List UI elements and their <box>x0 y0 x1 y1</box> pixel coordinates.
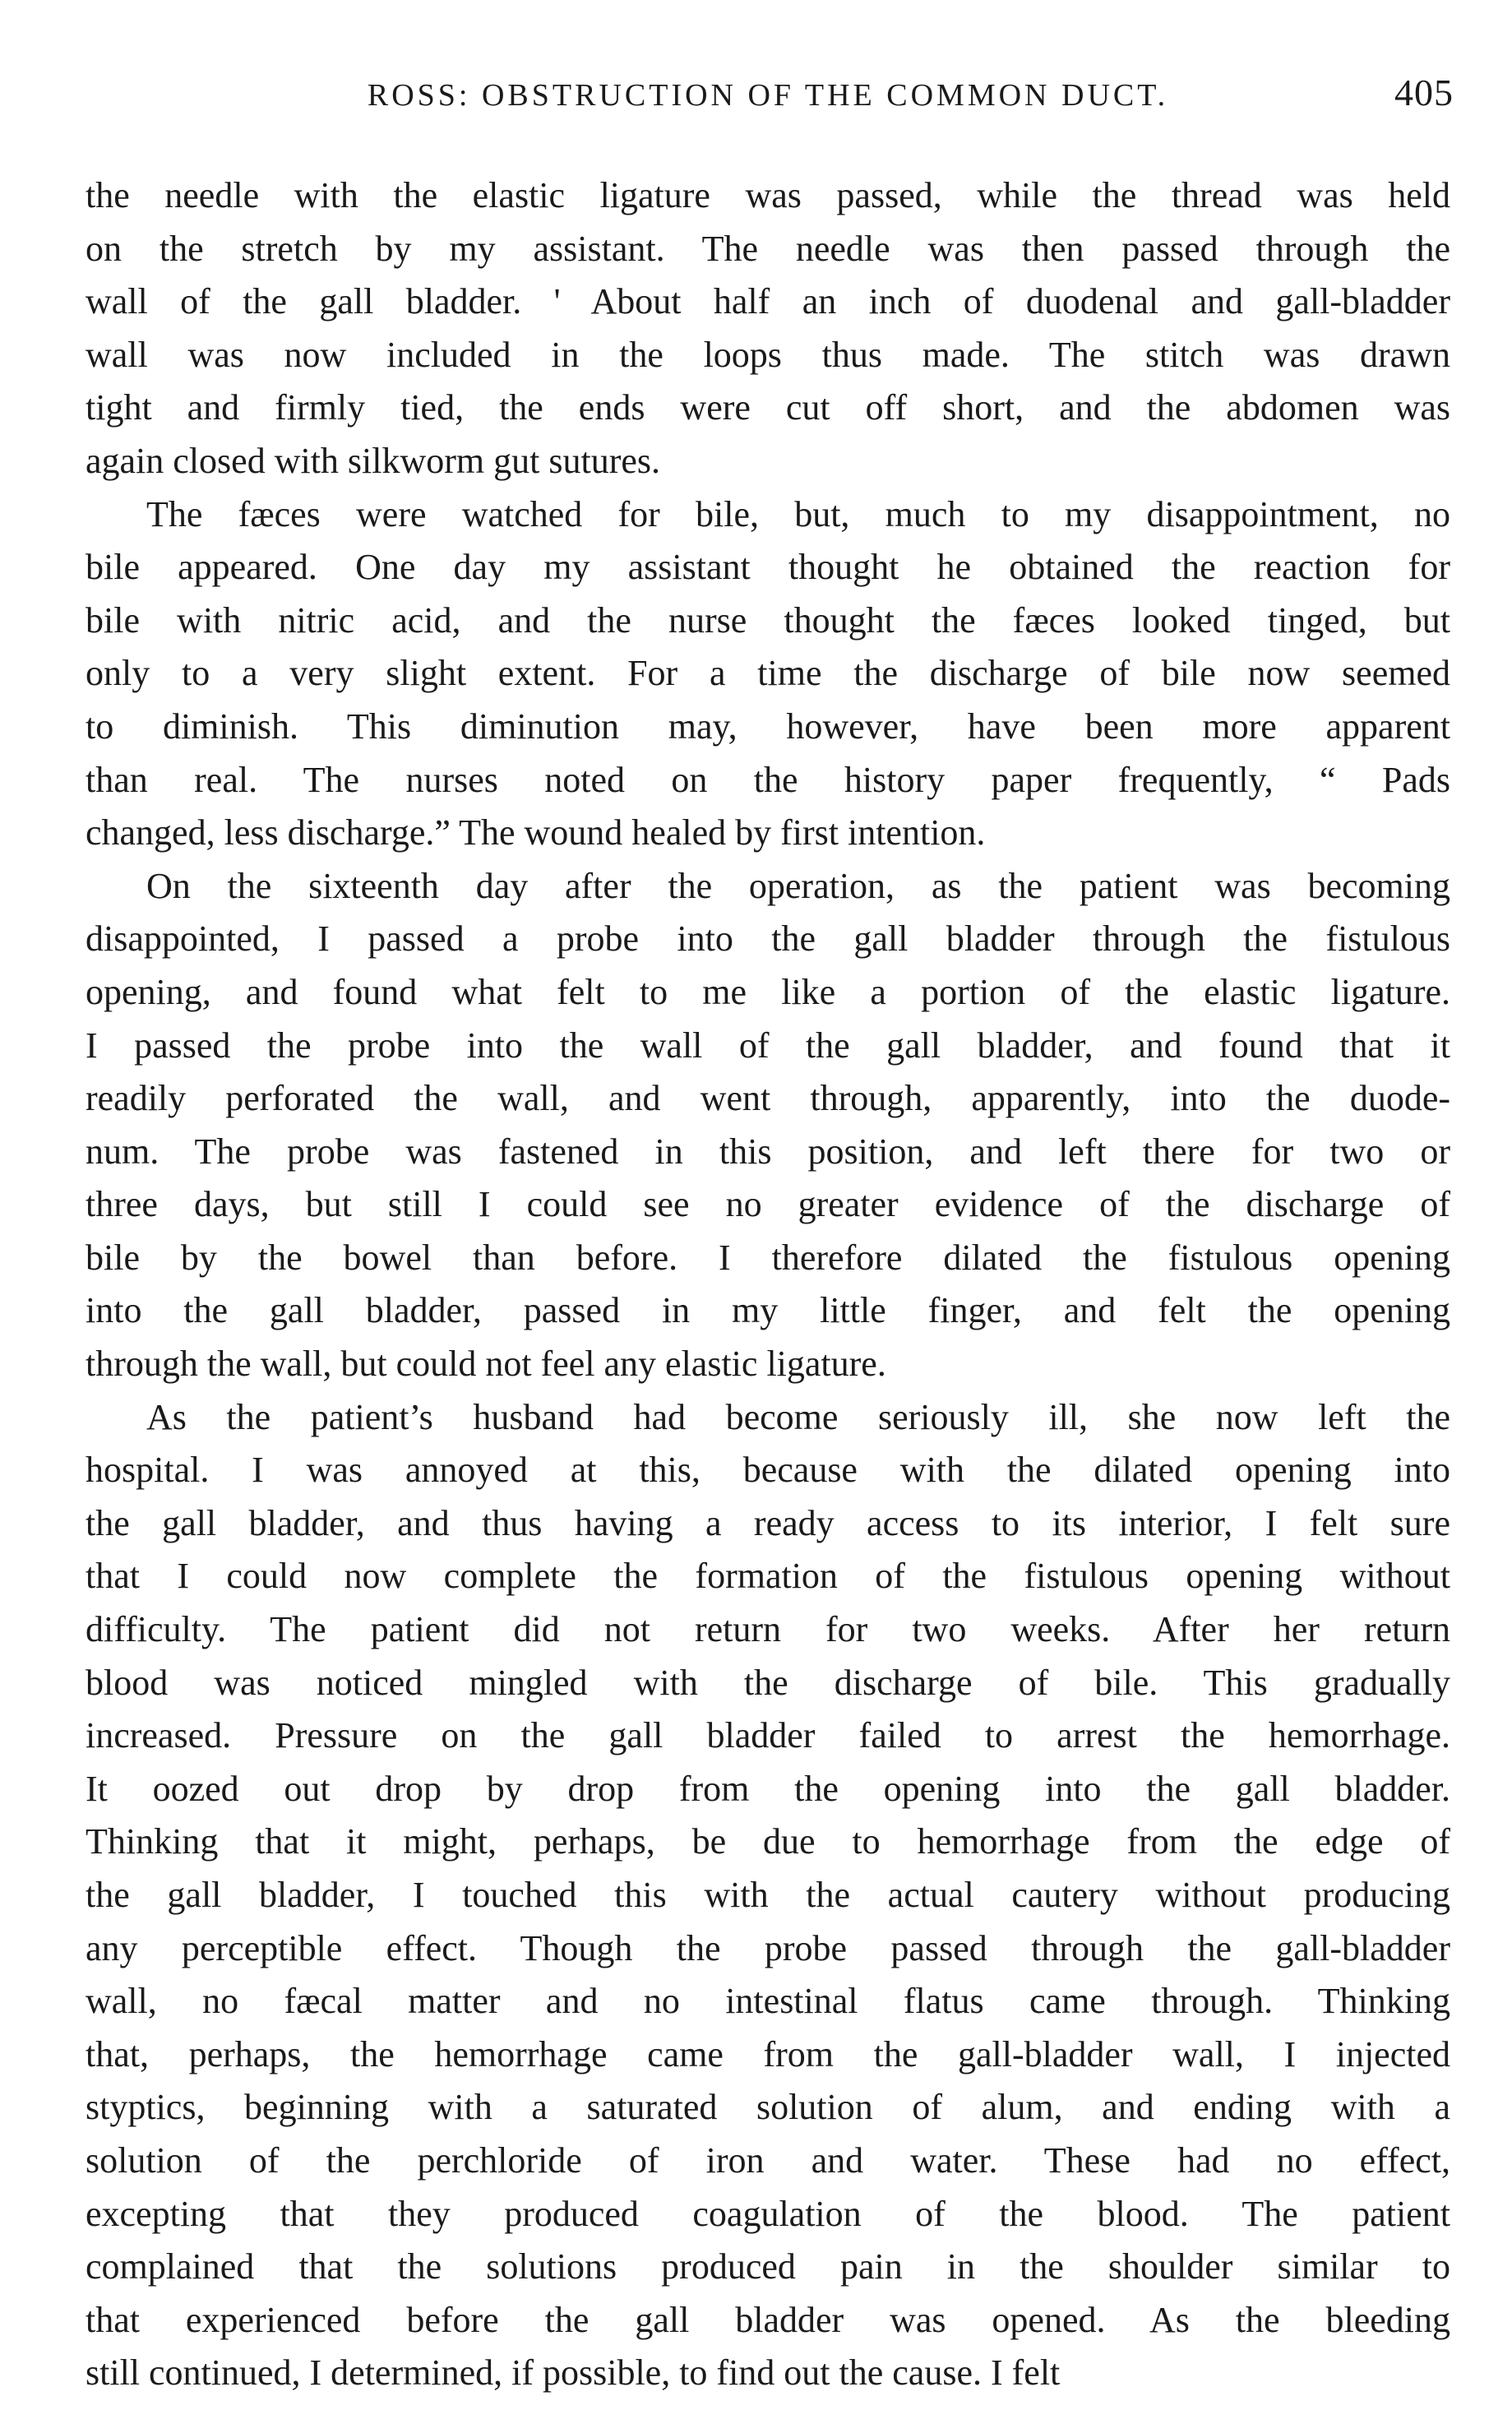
running-title: ROSS: OBSTRUCTION OF THE COMMON DUCT. <box>367 78 1169 113</box>
text-line: readily perforated the wall, and went through, apparently, into the duode- <box>86 1078 1450 1119</box>
text-line: It oozed out drop by drop from the opening into the gall bladder. <box>86 1768 1450 1809</box>
text-line: bile by the bowel than before. I therefore dilated the fistulous opening <box>86 1237 1450 1278</box>
text-line: any perceptible effect. Though the probe passed through the gall-bladder <box>86 1927 1450 1968</box>
page-number: 405 <box>1394 72 1454 113</box>
text-line: On the sixteenth day after the operation, as the patient was becoming <box>146 865 1450 906</box>
text-line: wall, no fæcal matter and no intestinal flatus came through. Thinking <box>86 1981 1450 2022</box>
text-line: disappointed, I passed a probe into the gall bladder through the fistulous <box>86 918 1450 960</box>
text-line: on the stretch by my assistant. The needle was then passed through the <box>86 228 1450 269</box>
text-line: I passed the probe into the wall of the gall bladder, and found that it <box>86 1025 1450 1066</box>
text-line: hospital. I was annoyed at this, because with the dilated opening into <box>86 1450 1450 1491</box>
text-line: complained that the solutions produced pain in the shoulder similar to <box>86 2246 1450 2287</box>
text-line: changed, less discharge.” The wound healed by first intention. <box>86 812 986 853</box>
paragraph <box>86 1391 1450 2400</box>
text-line: Thinking that it might, perhaps, be due to hemorrhage from the edge of <box>86 1821 1450 1862</box>
text-line: excepting that they produced coagulation of the blood. The patient <box>86 2193 1450 2234</box>
text-line: wall was now included in the loops thus made. The stitch was drawn <box>86 334 1450 375</box>
text-line: The fæces were watched for bile, but, much to my disappointment, no <box>146 493 1450 534</box>
text-line: than real. The nurses noted on the history paper frequently, “ Pads <box>86 759 1450 800</box>
text-line: that I could now complete the formation of the fistulous opening without <box>86 1556 1450 1597</box>
text-line: into the gall bladder, passed in my little finger, and felt the opening <box>86 1290 1450 1331</box>
text-line: bile with nitric acid, and the nurse thought the fæces looked tinged, but <box>86 599 1450 641</box>
text-line: wall of the gall bladder. ' About half an inch of duodenal and gall-bladder <box>86 281 1450 322</box>
paragraph <box>86 860 1450 1391</box>
text-line: num. The probe was fastened in this position, and left there for two or <box>86 1131 1450 1172</box>
text-line: the gall bladder, I touched this with the actual cautery without producing <box>86 1875 1450 1915</box>
text-line: blood was noticed mingled with the discharge of bile. This gradually <box>86 1662 1450 1703</box>
text-line: tight and firmly tied, the ends were cut off short, and the abdomen was <box>86 387 1450 428</box>
running-head <box>82 71 1454 120</box>
text-line: still continued, I determined, if possible, to find out the cause. I felt <box>86 2352 1061 2394</box>
text-line: difficulty. The patient did not return for two weeks. After her return <box>86 1609 1450 1650</box>
text-line: three days, but still I could see no greater evidence of the discharge of <box>86 1184 1450 1225</box>
text-line: As the patient’s husband had become seriously ill, she now left the <box>146 1396 1450 1437</box>
text-line: bile appeared. One day my assistant thought he obtained the reaction for <box>86 547 1450 588</box>
text-line: again closed with silkworm gut sutures. <box>86 440 661 481</box>
text-line: that experienced before the gall bladder was opened. As the bleeding <box>86 2299 1450 2340</box>
paragraph <box>86 488 1450 860</box>
text-line: the needle with the elastic ligature was passed, while the thread was held <box>86 175 1450 215</box>
paragraph <box>86 169 1450 488</box>
body-text <box>86 169 1450 2400</box>
text-line: that, perhaps, the hemorrhage came from the gall-bladder wall, I injected <box>86 2033 1450 2075</box>
text-line: the gall bladder, and thus having a ready access to its interior, I felt sure <box>86 1502 1450 1543</box>
text-line: opening, and found what felt to me like a portion of the elastic ligature. <box>86 971 1450 1012</box>
text-line: to diminish. This diminution may, however, have been more apparent <box>86 705 1450 747</box>
text-line: only to a very slight extent. For a time the discharge of bile now seemed <box>86 653 1450 694</box>
text-line: through the wall, but could not feel any elastic ligature. <box>86 1344 886 1385</box>
text-line: solution of the perchloride of iron and water. These had no effect, <box>86 2139 1450 2181</box>
text-line: styptics, beginning with a saturated solution of alum, and ending with a <box>86 2087 1450 2128</box>
text-line: increased. Pressure on the gall bladder failed to arrest the hemorrhage. <box>86 1715 1450 1756</box>
